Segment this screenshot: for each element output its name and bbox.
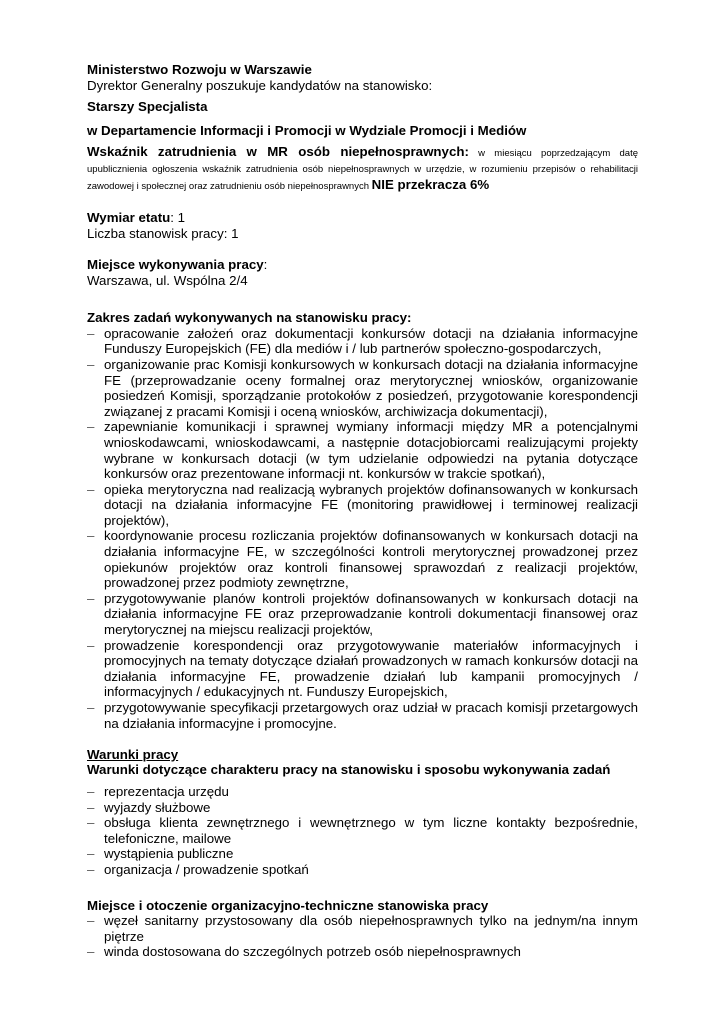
list-item: – wyjazdy służbowe <box>87 799 211 815</box>
dash-icon: – <box>87 590 95 606</box>
list-item: – koordynowanie procesu rozliczania projektów dofinansowanych w konkursach dotacji na działania informacyjne FE, w szczególności kontroli merytorycznej prowadzonej przez opiekunów projektów oraz kontroli finansowej sprawozdań z realizacji projektów, prowadzonej przez podmioty zewnętrzne, <box>87 528 638 591</box>
list-item: – reprezentacja urzędu <box>87 783 229 799</box>
indicator-value: NIE przekracza 6% <box>371 177 490 193</box>
dash-icon: – <box>87 783 95 799</box>
position-title: Starszy Specjalista <box>87 99 208 115</box>
list-item: – organizacja / prowadzenie spotkań <box>87 861 309 877</box>
dash-icon: – <box>87 944 95 960</box>
dash-icon: – <box>87 815 95 831</box>
list-item: – węzeł sanitarny przystosowany dla osób niepełnosprawnych tylko na jednym/na innym piętrze <box>87 913 638 944</box>
location-address: Warszawa, ul. Wspólna 2/4 <box>87 272 248 288</box>
dash-icon: – <box>87 913 95 929</box>
list-item: – przygotowywanie specyfikacji przetargowych oraz udział w pracach komisji przetargowych na działania informacyjne i promocyjne. <box>87 700 638 731</box>
positions-count: Liczba stanowisk pracy: 1 <box>87 225 239 241</box>
dash-icon: – <box>87 700 95 715</box>
location-label: Miejsce wykonywania pracy <box>87 256 264 272</box>
location-colon: : <box>263 256 268 272</box>
environment-list <box>87 913 638 960</box>
conditions-subheading: Warunki dotyczące charakteru pracy na stanowisku i sposobu wykonywania zadań <box>87 762 611 778</box>
list-item: – organizowanie prac Komisji konkursowych w konkursach dotacji na działania informacyjne FE (przeprowadzanie oceny formalnej oraz merytorycznej wniosków, organizowanie posiedzeń Komisji, sporządzanie protokołów z posiedzeń, przygotowanie korespondencji związanej z pracami Komisji i oceną wniosków, archiwizacja dokumentacji), <box>87 356 638 419</box>
environment-section <box>87 898 638 960</box>
indicator-label: Wskaźnik zatrudnienia w MR osób niepełnosprawnych: <box>87 144 469 160</box>
dash-icon: – <box>87 481 95 497</box>
list-item: – winda dostosowana do szczególnych potrzeb osób niepełnosprawnych <box>87 944 521 960</box>
duties-section <box>87 310 638 731</box>
list-item: – obsługa klienta zewnętrznego i wewnętrznego w tym liczne kontakty bezpośrednie, telefoniczne, mailowe <box>87 815 638 846</box>
list-item: – prowadzenie korespondencji oraz przygotowywanie materiałów informacyjnych i promocyjnych na tematy dotyczące działań prowadzonych w ramach konkursów dotacji na działania informacyjne FE, prowadzenie działań lub kampanii promocyjnych / informacyjnych / edukacyjnych nt. Funduszy Europejskich, <box>87 637 638 700</box>
dash-icon: – <box>87 356 95 372</box>
dash-icon: – <box>87 419 95 435</box>
list-item: – opieka merytoryczna nad realizacją wybranych projektów dofinansowanych w konkursach dotacji na działania informacyjne FE (monitoring prawidłowej i terminowej realizacji projektów), <box>87 481 638 528</box>
dash-icon: – <box>87 528 95 544</box>
list-item: – wystąpienia publiczne <box>87 846 234 862</box>
duties-heading: Zakres zadań wykonywanych na stanowisku pracy: <box>87 310 412 326</box>
location-section <box>87 257 638 288</box>
duties-list <box>87 326 638 731</box>
fte-line <box>87 210 638 226</box>
environment-heading: Miejsce i otoczenie organizacyjno-techniczne stanowiska pracy <box>87 897 489 913</box>
location-line <box>87 257 638 273</box>
conditions-heading: Warunki pracy <box>87 746 179 762</box>
dash-icon: – <box>87 861 95 877</box>
conditions-list <box>87 784 638 878</box>
department-name: w Departamencie Informacji i Promocji w Wydziale Promocji i Mediów <box>87 122 527 138</box>
dash-icon: – <box>87 637 95 653</box>
dash-icon: – <box>87 799 95 815</box>
dash-icon: – <box>87 325 95 341</box>
fte-value: : 1 <box>170 210 186 226</box>
conditions-section <box>87 747 638 878</box>
list-item: – opracowanie założeń oraz dokumentacji konkursów dotacji na działania informacyjne Funduszy Europejskich (FE) dla mediów i / lub partnerów społeczno-gospodarczych, <box>87 325 638 357</box>
dash-icon: – <box>87 846 95 862</box>
intro-text: Dyrektor Generalny poszukuje kandydatów na stanowisko: <box>87 77 433 93</box>
employment-indicator <box>87 144 638 194</box>
ministry-name: Ministerstwo Rozwoju w Warszawie <box>87 62 312 77</box>
list-item: – zapewnianie komunikacji i sprawnej wymiany informacji między MR a potencjalnymi wnioskodawcami, wnioskodawcami, a następnie dotacjobiorcami realizującymi projekty wybrane w konkursach dotacji (w tym udzielanie odpowiedzi na pytania dotyczące konkursów oraz prezentowane informacji nt. konkursów w trakcie spotkań), <box>87 419 638 482</box>
employment-section <box>87 210 638 241</box>
indicator-text: w miesiącu poprzedzającym datę upublicznienia ogłoszenia wskaźnik zatrudnienia osób niepełnosprawnych w urzędzie, w rozumieniu przepisów o rehabilitacji zawodowej i społecznej oraz zatrudnieniu osób niepełnosprawnych <box>87 148 638 193</box>
fte-label: Wymiar etatu <box>87 210 171 226</box>
list-item: – przygotowywanie planów kontroli projektów dofinansowanych w konkursach dotacji na działania informacyjne FE oraz przeprowadzanie kontroli dokumentacji finansowej oraz merytorycznej na miejscu realizacji projektów, <box>87 590 638 638</box>
